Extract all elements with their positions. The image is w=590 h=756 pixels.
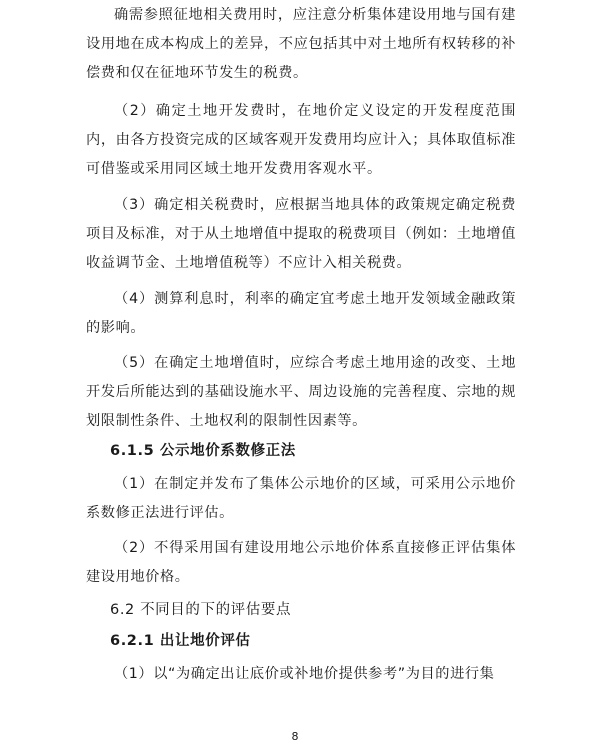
section-heading-6-2: 6.2 不同目的下的评估要点 xyxy=(110,602,292,618)
paragraph-land-development-cost: （2）确定土地开发费时，在地价定义设定的开发程度范围内，由各方投资完成的区域客观开发费用均应计入；具体取值标准可借鉴或采用同区域土地开发费用客观水平。 xyxy=(86,103,516,177)
section-heading-6-2-1: 6.2.1 出让地价评估 xyxy=(110,633,251,649)
paragraph-transfer-price-purpose: （1）以“为确定出让底价或补地价提供参考”为目的进行集 xyxy=(114,666,495,682)
section-heading-6-1-5: 6.1.5 公示地价系数修正法 xyxy=(110,443,296,459)
paragraph-land-acquisition-costs: 确需参照征地相关费用时，应注意分析集体建设用地与国有建设用地在成本构成上的差异，不应包括其中对土地所有权转移的补偿费和仅在征地环节发生的税费。 xyxy=(86,7,516,81)
paragraph-related-taxes: （3）确定相关税费时，应根据当地具体的政策规定确定税费项目及标准，对于从土地增值中提取的税费项目（例如：土地增值收益调节金、土地增值税等）不应计入相关税费。 xyxy=(86,197,516,271)
page-number: 8 xyxy=(291,730,299,743)
paragraph-interest-calculation: （4）测算利息时，利率的确定宜考虑土地开发领域金融政策的影响。 xyxy=(86,291,516,336)
paragraph-land-value-increment: （5）在确定土地增值时，应综合考虑土地用途的改变、土地开发后所能达到的基础设施水平、周边设施的完善程度、宗地的规划限制性条件、土地权利的限制性因素等。 xyxy=(86,355,516,429)
paragraph-public-price-applicable: （1）在制定并发布了集体公示地价的区域，可采用公示地价系数修正法进行评估。 xyxy=(86,476,516,521)
paragraph-public-price-prohibited: （2）不得采用国有建设用地公示地价体系直接修正评估集体建设用地价格。 xyxy=(86,540,516,585)
